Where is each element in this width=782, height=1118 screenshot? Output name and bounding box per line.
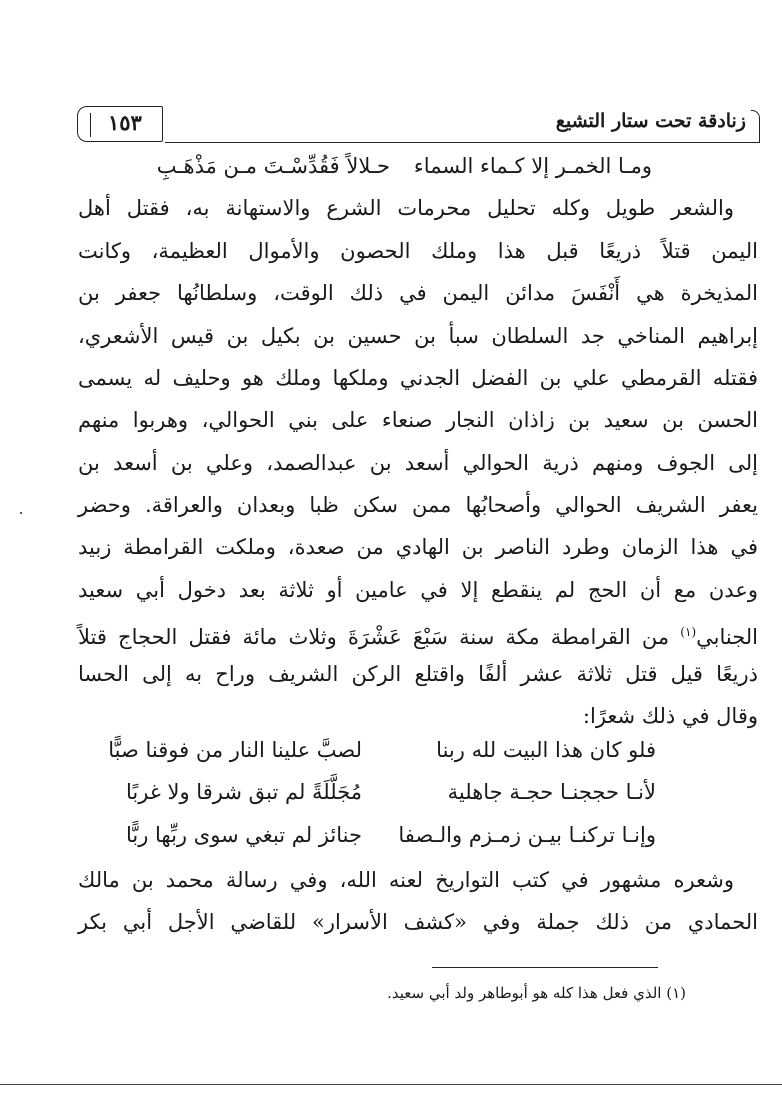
poem-verse-1-left: لصبَّ علينا النار من فوقنا صبًّا [108, 738, 362, 762]
footnote: (١) الذي فعل هذا كله هو أبوطاهر ولد أبي سعيد. [387, 984, 686, 1002]
text-line: اليمن قتلاً ذريعًا قبل هذا وملك الحصون والأموال العظيمة، وكانت [78, 239, 758, 263]
text-line: المذيخرة هي أَنْفَسَ مدائن اليمن في ذلك الوقت، وسلطانُها جعفر بن [78, 281, 758, 305]
header-right-bracket [751, 110, 760, 143]
line-start: الجنابي [696, 625, 758, 649]
poem-verse-1-right: فلو كان هذا البيت لله ربنا [436, 738, 656, 762]
footnote-separator [432, 967, 658, 968]
page-header [77, 106, 760, 144]
line-rest: من القرامطة مكة سنة سَبْعَ عَشْرَةَ وثلاث مائة فقتل الحجاج قتلاً [78, 625, 681, 649]
header-rule [165, 142, 760, 143]
text-line-with-footnote [78, 612, 758, 652]
text-line: يعفر الشريف الحوالي وأصحابُها ممن سكن ظبا وبعدان والعراقة. وحضر [78, 493, 758, 517]
page-number-box [77, 106, 163, 142]
page-number-box-divider [90, 113, 91, 137]
poem-verse-3-left: جنائز لم تبغي سوى ربِّها ربًّا [125, 823, 362, 847]
running-title: زنادقة تحت ستار التشيع [555, 110, 746, 132]
text-line: ذريعًا قيل قتل ثلاثة عشر ألفًا واقتلع الركن الشريف وراح به إلى الحسا [78, 662, 758, 686]
text-line: في هذا الزمان وطرد الناصر بن الهادي من صعدة، وملكت القرامطة زبيد [78, 535, 758, 559]
page-number: ١٥٣ [108, 110, 142, 135]
verse-top-right: ومـا الخمـر إلا كـماء السماء [413, 154, 652, 178]
text-line: إلى الجوف ومنهم ذرية الحوالي أسعد بن عبدالصمد، وعلي بن أسعد بن [78, 451, 758, 475]
text-line: فقتله القرمطي علي بن الفضل الجدني وملكها وملك هو وحليف له يسمى [78, 366, 759, 390]
text-line: الحسن بن سعيد بن زاذان النجار صنعاء على بني الحوالي، وهربوا منهم [78, 408, 758, 432]
scan-speck [20, 512, 22, 514]
text-line: وقال في ذلك شعرًا: [582, 704, 758, 728]
poem-verse-2-left: مُجَلَّلَةً لم تبق شرقا ولا غربًا [126, 780, 362, 804]
poem-verse-2-right: لأنـا حججنـا حجـة جاهلية [447, 780, 656, 804]
text-line: إبراهيم المناخي جد السلطان سبأ بن حسين بن بكيل بن قيس الأشعري، [78, 324, 758, 348]
text-line: والشعر طويل وكله تحليل محرمات الشرع والاستهانة به، فقتل أهل [78, 196, 734, 220]
poem-verse-3-right: وإنـا تركنـا بيـن زمـزم والـصفا [398, 823, 656, 847]
text-line: الحمادي من ذلك جملة وفي «كشف الأسرار» للقاضي الأجل أبي بكر [78, 910, 758, 934]
page-bottom-edge [0, 1084, 782, 1085]
text-line: وشعره مشهور في كتب التواريخ لعنه الله، وفي رسالة محمد بن مالك [78, 868, 734, 892]
text-line: وعدن مع أن الحج لم ينقطع إلا في عامين أو ثلاثة بعد دخول أبي سعيد [78, 578, 758, 602]
footnote-marker: (١) [680, 625, 697, 639]
verse-top-left: حـلالاً فَقُدِّسْـتَ مـن مَذْهَـبِ [156, 154, 390, 178]
